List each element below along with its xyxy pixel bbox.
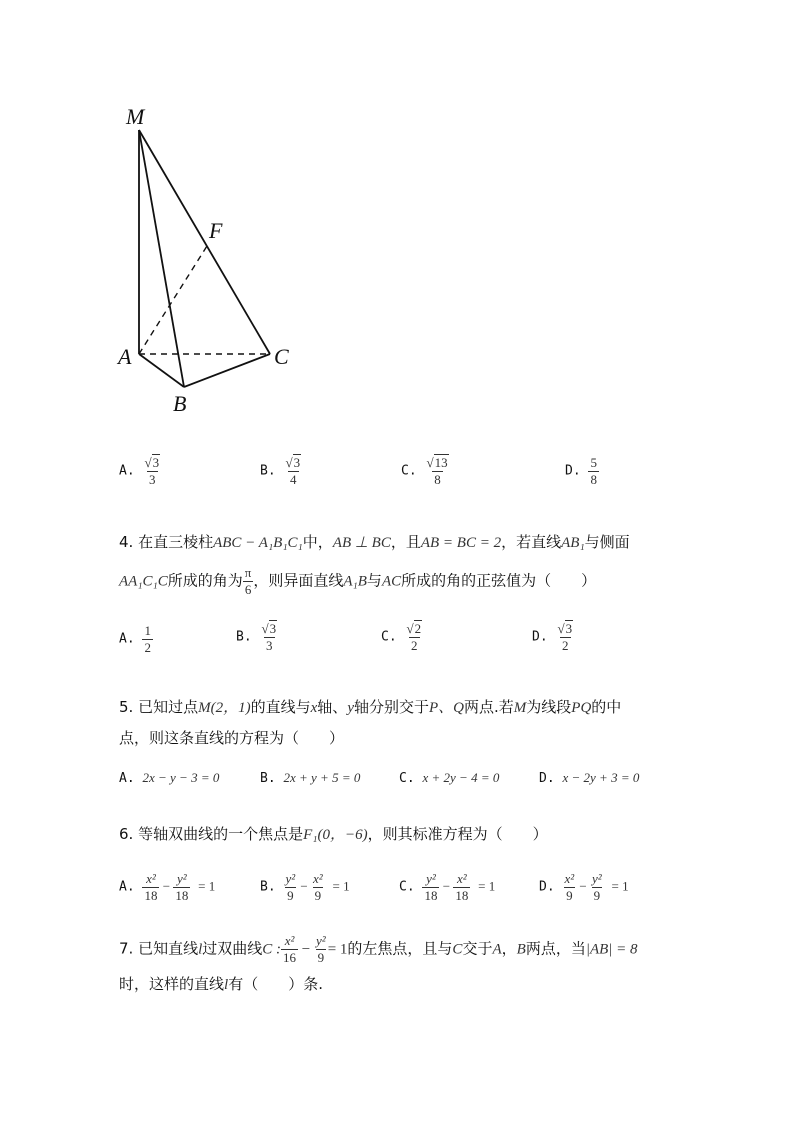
q5-option-d[interactable]: D. x − 2y + 3 = 0: [539, 770, 640, 786]
pyramid-figure: [0, 0, 794, 440]
segment-AF-hidden: [139, 246, 207, 354]
q4-line-2: AA₁C₁C所成的角为 $\frac{\pi}{6}$ ，则异面直线A₁B与AC所成的角的正弦值为（ ）: [119, 565, 597, 597]
q5-option-c[interactable]: C. x + 2y − 4 = 0: [399, 770, 500, 786]
q4-option-b[interactable]: B. √ $\frac{3}{3}$: [236, 622, 279, 652]
q6-option-c[interactable]: C. $\frac{\text{y²}}{18}$ − $\frac{\text{x²}}{18}$ = 1: [399, 871, 496, 903]
edge-AB: [139, 354, 184, 387]
label-B: B: [173, 391, 187, 416]
q6-line-1: 6. 等轴双曲线的一个焦点是F₁(0，−6)，则其标准方程为（ ）: [119, 825, 548, 843]
q3-option-b[interactable]: B. √ $\frac{3}{4}$: [260, 456, 303, 486]
q6-option-a[interactable]: A. $\frac{\text{x²}}{18}$ − $\frac{\text{y²}}{18}$ = 1: [119, 871, 216, 903]
q6-option-d[interactable]: D. $\frac{\text{x²}}{9}$ − $\frac{\text{y²}}{9}$ = 1: [539, 871, 629, 903]
q5-option-b[interactable]: B. 2x + y + 5 = 0: [260, 770, 361, 786]
label-A: A: [118, 344, 132, 369]
q4-option-d[interactable]: D. √ $\frac{3}{2}$: [532, 622, 575, 652]
q5-option-a[interactable]: A. 2x − y − 3 = 0: [119, 770, 220, 786]
q5-line-1: 5. 已知过点M(2，1)的直线与x轴、y轴分别交于P、Q两点.若M为线段PQ的中: [119, 698, 622, 716]
label-M: M: [126, 104, 145, 129]
q4-option-c[interactable]: C. √ $\frac{2}{2}$: [381, 622, 424, 652]
edge-BC: [184, 354, 270, 387]
q4-line-1: 4. 在直三棱柱ABC − A₁B₁C₁中，AB ⊥ BC，且AB = BC = 2，若直线AB₁与侧面: [119, 533, 630, 551]
q7-line-2: 时，这样的直线l有（ ）条.: [119, 975, 323, 993]
label-F: F: [209, 218, 223, 243]
q6-option-b[interactable]: B. $\frac{\text{y²}}{9}$ − $\frac{\text{x²}}{9}$ = 1: [260, 871, 350, 903]
q3-option-a[interactable]: A. √ $\frac{3}{3}$: [119, 456, 162, 486]
label-C: C: [274, 344, 289, 369]
q3-option-c[interactable]: C. √ $\frac{13}{8}$: [401, 456, 451, 486]
q3-option-d[interactable]: D. $\frac{5}{8}$: [565, 455, 597, 487]
q5-line-2: 点，则这条直线的方程为（ ）: [119, 729, 345, 747]
q7-line-1: 7. 已知直线l过双曲线C : $\frac{\text{x²}}{16}$ − $\frac{\text{y²}}{9}$ = 1的左焦点，且与C交于A，B两点，当|AB| = 8: [119, 933, 638, 965]
q4-option-a[interactable]: A. $\frac{1}{2}$: [119, 623, 151, 655]
